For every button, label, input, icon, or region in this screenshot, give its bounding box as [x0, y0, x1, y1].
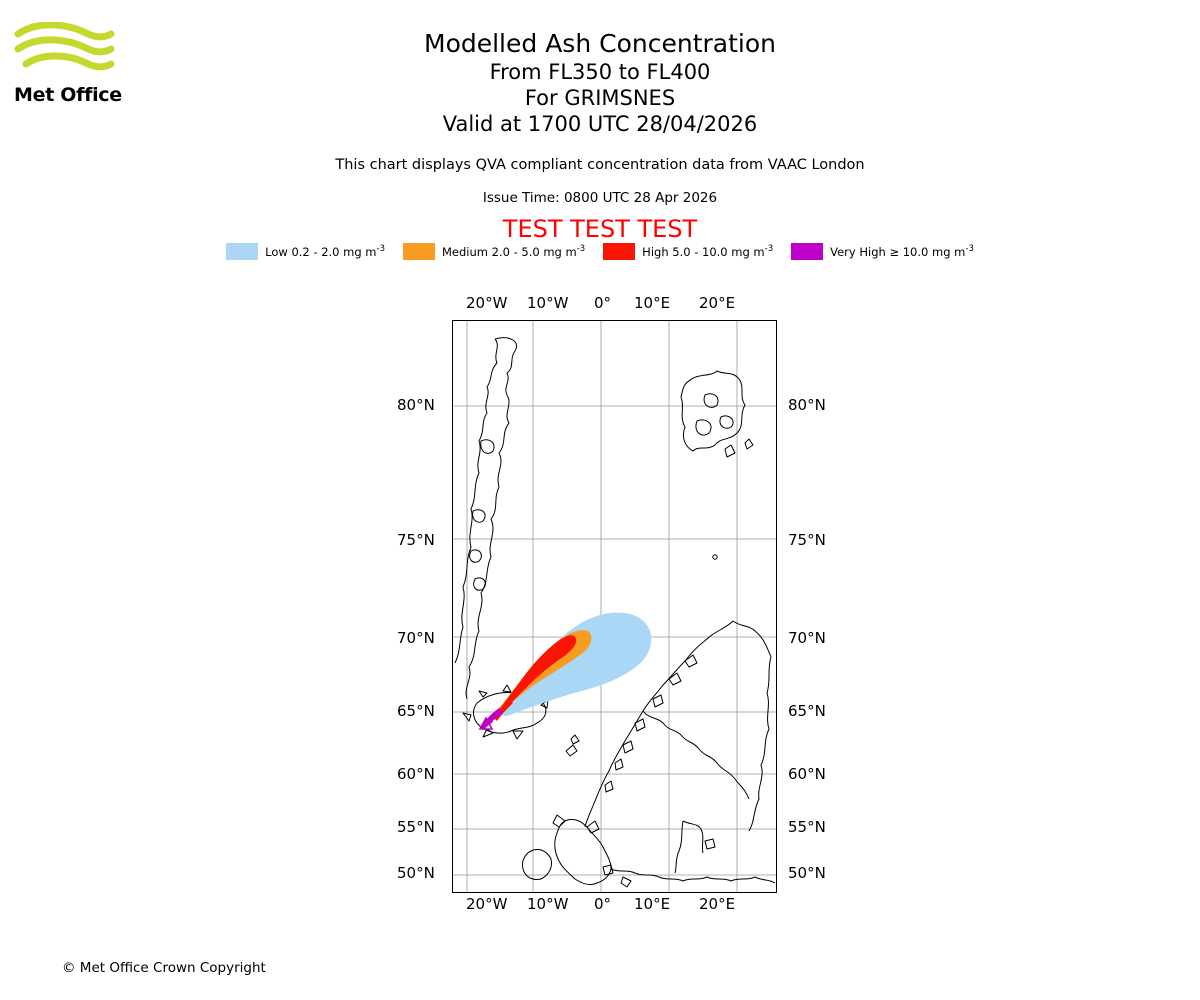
test-banner: TEST TEST TEST — [502, 215, 698, 243]
lat-label-right-80n: 80°N — [788, 396, 826, 414]
lat-label-left-55n: 55°N — [397, 818, 435, 836]
lon-label-top-0: 0° — [594, 294, 612, 312]
lat-label-right-65n: 65°N — [788, 702, 826, 720]
map-canvas — [453, 321, 776, 892]
legend-swatch-very-high — [791, 243, 823, 260]
lat-label-left-75n: 75°N — [397, 531, 435, 549]
disclaimer-text: This chart displays QVA compliant concentration data from VAAC London — [335, 157, 865, 173]
lon-label-bottom-20w: 20°W — [466, 895, 508, 913]
lat-label-left-70n: 70°N — [397, 629, 435, 647]
lat-label-right-50n: 50°N — [788, 864, 826, 882]
lat-label-right-75n: 75°N — [788, 531, 826, 549]
lon-label-top-20e: 20°E — [699, 294, 736, 312]
chart-title-block — [0, 28, 1200, 137]
lon-label-bottom-10e: 10°E — [634, 895, 671, 913]
concentration-legend — [0, 243, 1200, 260]
lon-label-top-10e: 10°E — [634, 294, 671, 312]
legend-label-medium: Medium 2.0 - 5.0 mg $m^{-3}$ — [441, 244, 586, 259]
graticule — [453, 321, 776, 892]
lon-label-top-20w: 20°W — [466, 294, 508, 312]
lat-label-left-80n: 80°N — [397, 396, 435, 414]
legend-item-low — [226, 243, 385, 260]
legend-item-very-high — [791, 243, 974, 260]
legend-label-very-high: Very High ≥ 10.0 mg $m^{-3}$ — [830, 244, 974, 259]
legend-item-high — [603, 243, 773, 260]
legend-swatch-high — [603, 243, 635, 260]
legend-label-low: Low 0.2 - 2.0 mg $m^{-3}$ — [265, 244, 385, 259]
lon-label-bottom-20e: 20°E — [699, 895, 736, 913]
lat-label-left-60n: 60°N — [397, 765, 435, 783]
copyright-text: © Met Office Crown Copyright — [62, 960, 266, 976]
ash-concentration-map[interactable] — [452, 320, 777, 893]
title-valid-time: Valid at 1700 UTC 28/04/2026 — [442, 112, 758, 136]
lon-label-top-10w: 10°W — [527, 294, 569, 312]
page-title: Modelled Ash Concentration — [424, 29, 776, 58]
coastlines — [455, 338, 775, 887]
issue-time-text: Issue Time: 0800 UTC 28 Apr 2026 — [482, 190, 718, 206]
ash-plume-very-high — [481, 708, 503, 730]
title-volcano-name: For GRIMSNES — [524, 86, 676, 110]
legend-label-high: High 5.0 - 10.0 mg $m^{-3}$ — [642, 244, 774, 259]
title-flight-levels: From FL350 to FL400 — [489, 60, 711, 84]
lat-label-right-60n: 60°N — [788, 765, 826, 783]
lat-label-left-65n: 65°N — [397, 702, 435, 720]
legend-swatch-medium — [403, 243, 435, 260]
legend-swatch-low — [226, 243, 258, 260]
lat-label-right-55n: 55°N — [788, 818, 826, 836]
lon-label-bottom-10w: 10°W — [527, 895, 569, 913]
lon-label-bottom-0: 0° — [594, 895, 612, 913]
lat-label-right-70n: 70°N — [788, 629, 826, 647]
met-office-logo-text: Met Office — [14, 84, 122, 106]
lat-label-left-50n: 50°N — [397, 864, 435, 882]
ash-plume-low — [493, 612, 651, 720]
legend-item-medium — [403, 243, 585, 260]
